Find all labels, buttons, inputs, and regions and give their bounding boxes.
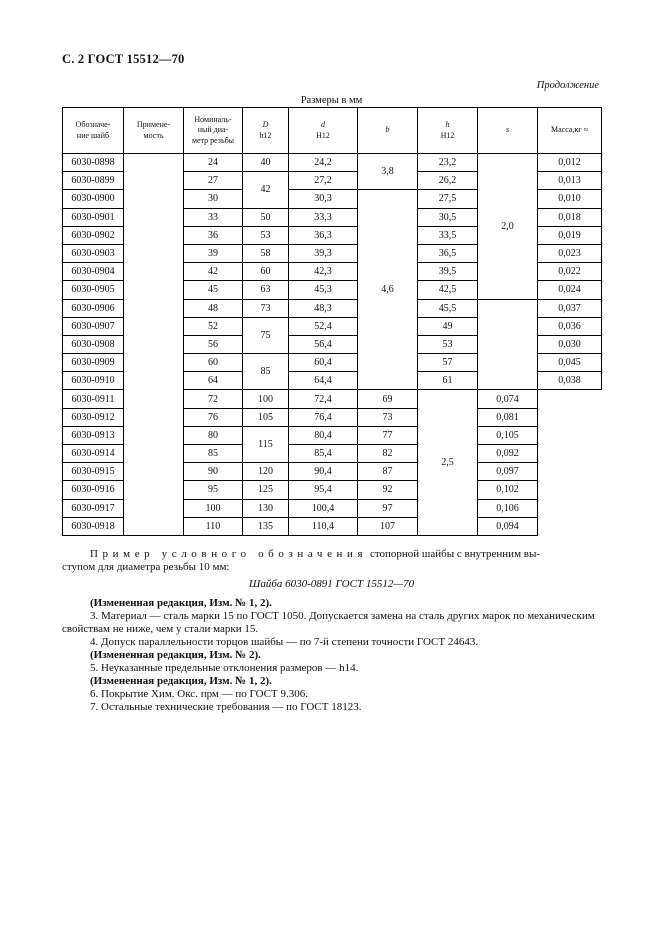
header-line: Номиналь- [194,114,232,124]
mass-cell: 0,010 [538,190,602,208]
h-cell: 27,5 [418,190,478,208]
d-cell: 72,4 [289,390,358,408]
D-cell: 58 [243,244,289,262]
designation-cell: 6030-0914 [63,445,124,463]
designation-cell: 6030-0902 [63,226,124,244]
designation-cell: 6030-0901 [63,208,124,226]
designation-cell: 6030-0912 [63,408,124,426]
nominal-diameter-cell: 64 [184,372,243,390]
designation-cell: 6030-0908 [63,335,124,353]
h-cell: 77 [358,426,418,444]
designation-cell: 6030-0911 [63,390,124,408]
nominal-diameter-cell: 60 [184,354,243,372]
designation-cell: 6030-0906 [63,299,124,317]
table-row [63,445,602,463]
d-cell: 30,3 [289,190,358,208]
designation-cell: 6030-0905 [63,281,124,299]
D-cell: 105 [243,408,289,426]
application-cell [124,426,184,444]
h-cell: 45,5 [418,299,478,317]
nominal-diameter-cell: 39 [184,244,243,262]
table-row [63,390,602,408]
application-cell [124,317,184,335]
col-s-header [478,108,538,154]
h-cell: 87 [358,463,418,481]
table-row [63,463,602,481]
application-cell [124,172,184,190]
nominal-diameter-cell: 56 [184,335,243,353]
requirement-6: 6. Покрытие Хим. Окс. прм — по ГОСТ 9.306. [90,688,308,700]
d-cell: 33,3 [289,208,358,226]
designation-cell: 6030-0918 [63,517,124,535]
mass-cell: 0,037 [538,299,602,317]
col-b-header [358,108,418,154]
example-text-line2: ступом для диаметра резьбы 10 мм: [62,561,230,573]
table-row [63,154,602,172]
d-cell: 56,4 [289,335,358,353]
mass-cell: 0,036 [538,317,602,335]
s-cell [478,299,538,390]
header-line: H12 [316,130,330,140]
designation-cell: 6030-0916 [63,481,124,499]
mass-cell: 0,018 [538,208,602,226]
mass-cell: 0,102 [478,481,538,499]
mass-cell: 0,038 [538,372,602,390]
designation-cell: 6030-0904 [63,263,124,281]
designation-cell: 6030-0898 [63,154,124,172]
designation-cell: 6030-0915 [63,463,124,481]
header-line: D [262,120,269,130]
header-line: мость [143,130,164,140]
nominal-diameter-cell: 30 [184,190,243,208]
h-cell: 49 [418,317,478,335]
nominal-diameter-cell: 36 [184,226,243,244]
revision-note-2: (Измененная редакция, Изм. № 2). [90,649,261,661]
table-body [63,154,602,536]
mass-cell: 0,024 [538,281,602,299]
d-cell: 90,4 [289,463,358,481]
nominal-diameter-cell: 33 [184,208,243,226]
nominal-diameter-cell: 27 [184,172,243,190]
mass-cell: 0,081 [478,408,538,426]
application-cell [124,244,184,262]
h-cell: 39,5 [418,263,478,281]
table-header-row [63,108,602,154]
d-cell: 85,4 [289,445,358,463]
h-cell: 61 [418,372,478,390]
example-text: стопорной шайбы с внутренним вы- [367,548,541,560]
application-cell [124,372,184,390]
header-line: d [321,120,325,130]
application-cell [124,281,184,299]
nominal-diameter-cell: 72 [184,390,243,408]
col-h-header [418,108,478,154]
D-cell: 85 [243,354,289,390]
nominal-diameter-cell: 48 [184,299,243,317]
application-cell [124,445,184,463]
header-line: s [505,125,510,135]
d-cell: 48,3 [289,299,358,317]
revision-note-3: (Измененная редакция, Изм. № 1, 2). [90,675,272,687]
mass-cell: 0,013 [538,172,602,190]
table-row [63,517,602,535]
d-cell: 110,4 [289,517,358,535]
h-cell: 82 [358,445,418,463]
application-cell [124,390,184,408]
nominal-diameter-cell: 80 [184,426,243,444]
table-row [63,408,602,426]
header-line: Обозначе- [75,120,111,130]
mass-cell: 0,097 [478,463,538,481]
d-cell: 39,3 [289,244,358,262]
D-cell: 135 [243,517,289,535]
d-cell: 42,3 [289,263,358,281]
nominal-diameter-cell: 52 [184,317,243,335]
requirement-3: 3. Материал — сталь марки 15 по ГОСТ 1050. Допускается замена на сталь других марок по механическим свойствам не ниже, чем у стали марки 15. [62,610,595,635]
h-cell: 42,5 [418,281,478,299]
application-cell [124,226,184,244]
nominal-diameter-cell: 24 [184,154,243,172]
D-cell: 130 [243,499,289,517]
d-cell: 64,4 [289,372,358,390]
h-cell: 23,2 [418,154,478,172]
header-line: H12 [440,130,455,140]
d-cell: 36,3 [289,226,358,244]
D-cell: 120 [243,463,289,481]
table-row [63,299,602,317]
revision-note-1: (Измененная редакция, Изм. № 1, 2). [90,597,272,609]
table-row [63,481,602,499]
header-line: h12 [259,130,272,140]
h-cell: 92 [358,481,418,499]
application-cell [124,154,184,172]
designation-cell: 6030-0917 [63,499,124,517]
requirement-5: 5. Неуказанные предельные отклонения размеров — h14. [90,662,359,674]
h-cell: 57 [418,354,478,372]
col-mass-header [538,108,602,154]
designation-cell: 6030-0910 [63,372,124,390]
application-cell [124,481,184,499]
application-cell [124,299,184,317]
designation-cell: 6030-0903 [63,244,124,262]
D-cell: 75 [243,317,289,353]
col-designation-header [63,108,124,154]
nominal-diameter-cell: 90 [184,463,243,481]
header-line: ние шайб [76,130,110,140]
table-row [63,426,602,444]
nominal-diameter-cell: 100 [184,499,243,517]
d-cell: 95,4 [289,481,358,499]
d-cell: 52,4 [289,317,358,335]
col-application-header [124,108,184,154]
application-cell [124,354,184,372]
header-line: ный диа- [197,125,229,135]
designation-cell: 6030-0913 [63,426,124,444]
continuation-label: Продолжение [536,80,599,91]
mass-cell: 0,012 [538,154,602,172]
example-designation: Шайба 6030-0891 ГОСТ 15512—70 [248,578,415,590]
s-cell: 2,0 [478,154,538,300]
application-cell [124,408,184,426]
col-D-header [243,108,289,154]
h-cell: 69 [358,390,418,408]
D-cell: 42 [243,172,289,208]
mass-cell: 0,022 [538,263,602,281]
designation-example [62,548,601,574]
example-heading: Пример условного обозначения [90,548,368,560]
header-line: Примене- [136,120,171,130]
d-cell: 100,4 [289,499,358,517]
header-line: метр резьбы [191,135,235,145]
table-row [63,499,602,517]
b-cell: 3,8 [358,154,418,190]
requirement-7: 7. Остальные технические требования — по ГОСТ 18123. [90,701,362,713]
D-cell: 40 [243,154,289,172]
d-cell: 60,4 [289,354,358,372]
col-d-header [289,108,358,154]
D-cell: 50 [243,208,289,226]
h-cell: 107 [358,517,418,535]
D-cell: 115 [243,426,289,462]
D-cell: 100 [243,390,289,408]
d-cell: 24,2 [289,154,358,172]
D-cell: 53 [243,226,289,244]
D-cell: 73 [243,299,289,317]
example-designation-block [62,578,601,591]
h-cell: 36,5 [418,244,478,262]
washer-dimensions-table [62,107,602,536]
h-cell: 53 [418,335,478,353]
requirement-4: 4. Допуск параллельности торцов шайбы — по 7-й степени точности ГОСТ 24643. [90,636,479,648]
designation-cell: 6030-0907 [63,317,124,335]
application-cell [124,517,184,535]
h-cell: 26,2 [418,172,478,190]
page-header: С. 2 ГОСТ 15512—70 [62,52,185,66]
application-cell [124,263,184,281]
b-cell: 4,6 [358,190,418,390]
d-cell: 76,4 [289,408,358,426]
mass-cell: 0,030 [538,335,602,353]
application-cell [124,190,184,208]
d-cell: 27,2 [289,172,358,190]
nominal-diameter-cell: 45 [184,281,243,299]
h-cell: 73 [358,408,418,426]
col-nominal-diameter-header [184,108,243,154]
mass-cell: 0,019 [538,226,602,244]
units-caption: Размеры в мм [300,95,363,106]
mass-cell: 0,094 [478,517,538,535]
nominal-diameter-cell: 76 [184,408,243,426]
application-cell [124,499,184,517]
nominal-diameter-cell: 110 [184,517,243,535]
application-cell [124,335,184,353]
header-line: h [445,120,450,130]
application-cell [124,463,184,481]
designation-cell: 6030-0900 [63,190,124,208]
mass-cell: 0,023 [538,244,602,262]
h-cell: 33,5 [418,226,478,244]
D-cell: 125 [243,481,289,499]
h-cell: 30,5 [418,208,478,226]
D-cell: 63 [243,281,289,299]
application-cell [124,208,184,226]
requirements-list [62,597,601,714]
designation-cell: 6030-0909 [63,354,124,372]
mass-cell: 0,074 [478,390,538,408]
s-cell: 2,5 [418,390,478,536]
h-cell: 97 [358,499,418,517]
mass-cell: 0,106 [478,499,538,517]
mass-cell: 0,092 [478,445,538,463]
nominal-diameter-cell: 85 [184,445,243,463]
D-cell: 60 [243,263,289,281]
header-line: b [385,125,390,135]
mass-cell: 0,105 [478,426,538,444]
mass-cell: 0,045 [538,354,602,372]
header-line: Масса,кг ≈ [551,125,588,135]
nominal-diameter-cell: 95 [184,481,243,499]
d-cell: 80,4 [289,426,358,444]
designation-cell: 6030-0899 [63,172,124,190]
d-cell: 45,3 [289,281,358,299]
nominal-diameter-cell: 42 [184,263,243,281]
